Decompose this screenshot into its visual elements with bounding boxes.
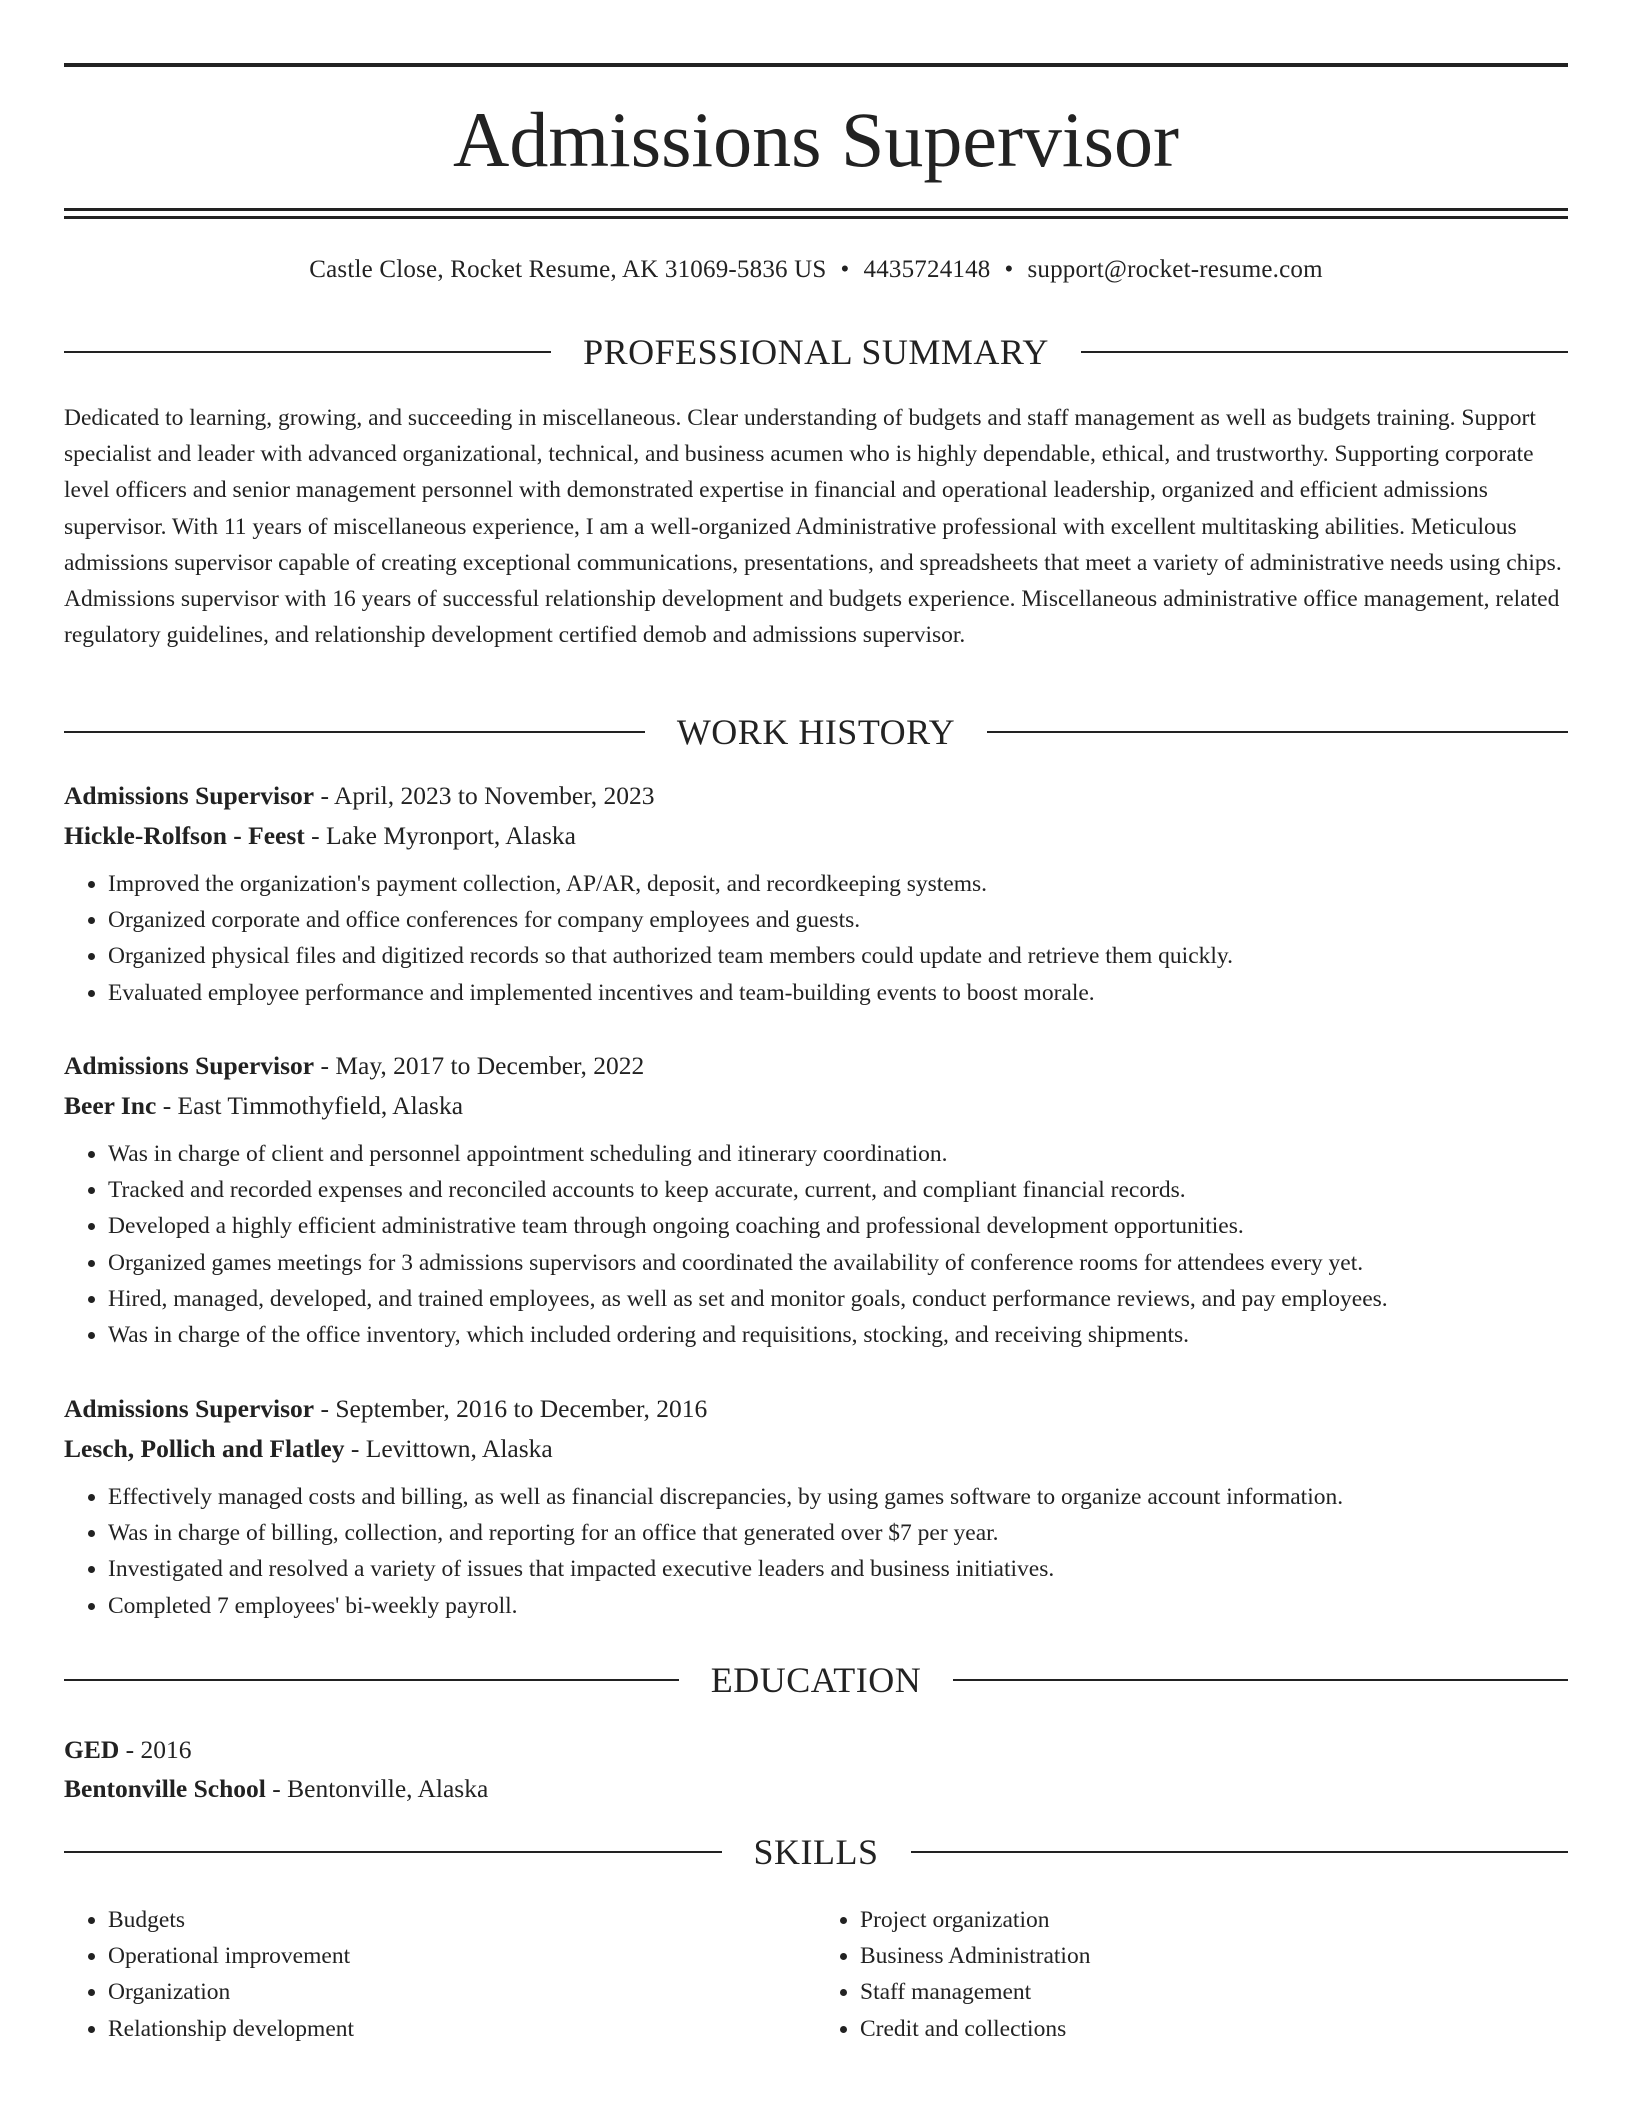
- section-heading-education: [64, 1660, 1568, 1700]
- education-year: - 2016: [119, 1735, 192, 1764]
- education-degree-line: [64, 1730, 1568, 1769]
- job-bullet: • Effectively managed costs and billing, as well as financial discrepancies, by using games software to organize account information.: [108, 1479, 1568, 1515]
- job-bullets: [64, 1479, 1568, 1624]
- heading-rule-right: [911, 1851, 1569, 1853]
- job-company-line: [64, 1086, 1568, 1126]
- header-top-rule: [64, 63, 1568, 67]
- job-company-line: [64, 1429, 1568, 1469]
- resume-title: Admissions Supervisor: [453, 96, 1179, 183]
- job-bullet: • Was in charge of billing, collection, and reporting for an office that generated over $7 per year.: [108, 1515, 1568, 1551]
- contact-separator: •: [840, 256, 850, 283]
- contact-line: [64, 254, 1568, 286]
- job-bullet: • Organized physical files and digitized records so that authorized team members could update and retrieve them quickly.: [108, 938, 1568, 974]
- job-location: - East Timmothyfield, Alaska: [156, 1091, 464, 1120]
- education-degree: GED: [64, 1735, 120, 1764]
- heading-rule-right: [987, 731, 1568, 733]
- job-company: Lesch, Pollich and Flatley: [64, 1434, 345, 1463]
- skill-item: • Credit and collections: [860, 2011, 1568, 2047]
- job-bullet: • Organized corporate and office conferences for company employees and guests.: [108, 902, 1568, 938]
- section-heading-label: EDUCATION: [710, 1660, 922, 1700]
- contact-email: support@rocket-resume.com: [1027, 256, 1323, 283]
- job-entry: [64, 776, 1568, 1011]
- skill-item: • Staff management: [860, 1974, 1568, 2010]
- job-bullets: [64, 866, 1568, 1011]
- header-double-rule: [64, 208, 1568, 219]
- heading-rule-left: [64, 1679, 679, 1681]
- job-company: Beer Inc: [64, 1091, 157, 1120]
- job-bullet: • Evaluated employee performance and implemented incentives and team-building events to boost morale.: [108, 975, 1568, 1011]
- job-bullets: [64, 1136, 1568, 1353]
- job-bullet: • Improved the organization's payment collection, AP/AR, deposit, and recordkeeping systems.: [108, 866, 1568, 902]
- job-dates: - April, 2023 to November, 2023: [314, 781, 655, 810]
- job-bullet: • Hired, managed, developed, and trained employees, as well as set and monitor goals, conduct performance reviews, and pay employees.: [108, 1281, 1568, 1317]
- skills-list: [64, 1902, 1568, 2047]
- job-dates: - May, 2017 to December, 2022: [314, 1051, 645, 1080]
- contact-separator: •: [1004, 256, 1014, 283]
- contact-phone: 4435724148: [863, 256, 991, 283]
- skill-item: • Business Administration: [860, 1938, 1568, 1974]
- job-title-line: [64, 1046, 1568, 1086]
- job-entry: [64, 1046, 1568, 1353]
- heading-rule-right: [1081, 351, 1568, 353]
- skill-item: • Project organization: [860, 1902, 1568, 1938]
- job-bullet: • Was in charge of client and personnel appointment scheduling and itinerary coordination.: [108, 1136, 1568, 1172]
- heading-rule-left: [64, 351, 551, 353]
- education-school: Bentonville School: [64, 1774, 266, 1803]
- job-location: - Levittown, Alaska: [344, 1434, 553, 1463]
- job-company-line: [64, 816, 1568, 856]
- heading-rule-left: [64, 1851, 722, 1853]
- job-title-line: [64, 1389, 1568, 1429]
- job-bullet: • Organized games meetings for 3 admissions supervisors and coordinated the availability of conference rooms for attendees every yet.: [108, 1245, 1568, 1281]
- section-heading-work-history: [64, 712, 1568, 752]
- summary-text: Dedicated to learning, growing, and succeeding in miscellaneous. Clear understanding of budgets and staff management as well as budgets training. Support specialist and leader with advanced organizational, technical, and business acumen who is highly dependable, ethical, and trustworthy. Supporting corporate level officers and senior management personnel with demonstrated expertise in financial and operational leadership, organized and efficient admissions supervisor. With 11 years of miscellaneous experience, I am a well-organized Administrative professional with excellent multitasking abilities. Meticulous admissions supervisor capable of creating exceptional communications, presentations, and spreadsheets that meet a variety of administrative needs using chips. Admissions supervisor with 16 years of successful relationship development and budgets experience. Miscellaneous administrative office management, related regulatory guidelines, and relationship development certified demob and admissions supervisor.: [64, 405, 1562, 649]
- job-bullet: • Tracked and recorded expenses and reconciled accounts to keep accurate, current, and compliant financial records.: [108, 1172, 1568, 1208]
- skill-item: • Operational improvement: [108, 1938, 816, 1974]
- skills-column-left: [64, 1902, 816, 2047]
- section-heading-skills: [64, 1832, 1568, 1872]
- job-title: Admissions Supervisor: [64, 781, 315, 810]
- job-title-line: [64, 776, 1568, 816]
- job-bullet: • Developed a highly efficient administrative team through ongoing coaching and professional development opportunities.: [108, 1208, 1568, 1244]
- section-heading-label: SKILLS: [753, 1832, 879, 1872]
- section-heading-label: WORK HISTORY: [676, 712, 956, 752]
- job-dates: - September, 2016 to December, 2016: [314, 1394, 708, 1423]
- job-company: Hickle-Rolfson - Feest: [64, 821, 305, 850]
- skill-item: • Budgets: [108, 1902, 816, 1938]
- job-bullet: • Completed 7 employees' bi-weekly payroll.: [108, 1588, 1568, 1624]
- section-heading-summary: [64, 332, 1568, 372]
- education-school-line: [64, 1769, 1568, 1808]
- job-title: Admissions Supervisor: [64, 1051, 315, 1080]
- heading-rule-right: [953, 1679, 1568, 1681]
- skills-column-right: [816, 1902, 1568, 2047]
- job-title: Admissions Supervisor: [64, 1394, 315, 1423]
- job-location: - Lake Myronport, Alaska: [304, 821, 577, 850]
- job-bullet: • Was in charge of the office inventory, which included ordering and requisitions, stocking, and receiving shipments.: [108, 1317, 1568, 1353]
- education-location: - Bentonville, Alaska: [265, 1774, 489, 1803]
- skill-item: • Organization: [108, 1974, 816, 2010]
- job-bullet: • Investigated and resolved a variety of issues that impacted executive leaders and business initiatives.: [108, 1551, 1568, 1587]
- education-entry: [64, 1730, 1568, 1808]
- skill-item: • Relationship development: [108, 2011, 816, 2047]
- section-heading-label: PROFESSIONAL SUMMARY: [583, 332, 1049, 372]
- job-entry: [64, 1389, 1568, 1624]
- contact-address: Castle Close, Rocket Resume, AK 31069-5836 US: [309, 256, 827, 283]
- heading-rule-left: [64, 731, 645, 733]
